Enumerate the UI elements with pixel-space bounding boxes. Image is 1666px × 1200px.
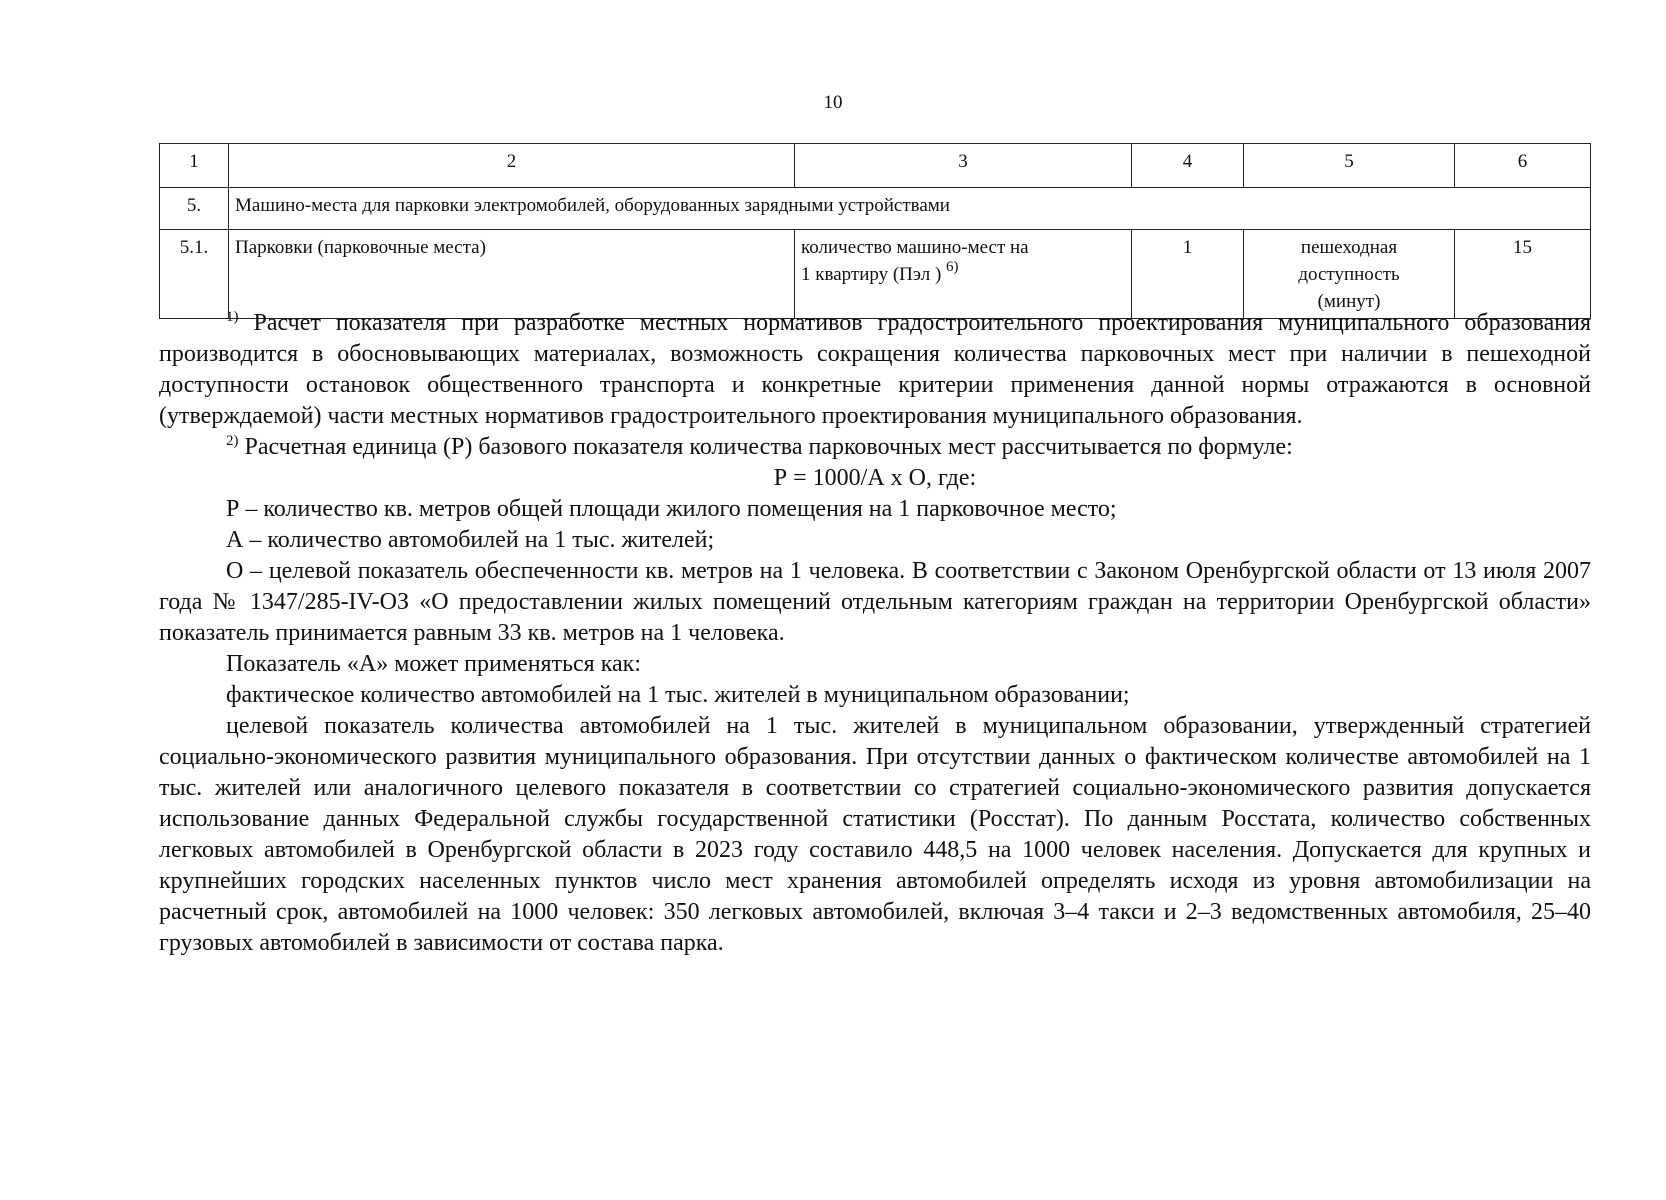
indicator-a-intro: Показатель «А» может применяться как:	[226, 651, 641, 677]
header-cell-6: 6	[1455, 144, 1591, 188]
table-row	[160, 230, 1591, 319]
row-indicator-line2: 1 квартиру (Пэл )	[801, 264, 942, 285]
row-indicator-line1: количество машино-мест на	[801, 237, 1029, 258]
footnote-1-marker: 1)	[226, 309, 239, 325]
row-indicator	[795, 230, 1132, 319]
section-title: Машино-места для парковки электромобилей, оборудованных зарядными устройствами	[229, 188, 1591, 230]
header-cell-1: 1	[160, 144, 229, 188]
row-accessibility	[1244, 230, 1455, 319]
row-number: 5.1.	[160, 230, 229, 319]
row-value: 1	[1132, 230, 1244, 319]
table-section-row	[160, 188, 1591, 230]
footnote-2	[159, 432, 1591, 463]
header-cell-4: 4	[1132, 144, 1244, 188]
definition-a: А – количество автомобилей на 1 тыс. жителей;	[226, 527, 715, 553]
norms-table	[159, 143, 1591, 319]
section-number: 5.	[160, 188, 229, 230]
header-cell-5: 5	[1244, 144, 1455, 188]
formula: Р = 1000/А х О, где:	[773, 465, 977, 491]
indicator-a-option-2: целевой показатель количества автомобилей на 1 тыс. жителей в муниципальном образовании, утвержденный стратегией социально-экономического развития муниципального образования. При отсутствии данных о фактическом количестве автомобилей на 1 тыс. жителей или аналогичного целевого показателя в соответствии со стратегией социально-экономического развития допускается использование данных Федеральной службы государственной статистики (Росстат). По данным Росстата, количество собственных легковых автомобилей в Оренбургской области в 2023 году составило 448,5 на 1000 человек населения. Допускается для крупных и крупнейших городских населенных пунктов число мест хранения автомобилей определять исходя из уровня автомобилизации на расчетный срок, автомобилей на 1000 человек: 350 легковых автомобилей, включая 3–4 такси и 2–3 ведомственных автомобиля, 25–40 грузовых автомобилей в зависимости от состава парка.	[159, 713, 1591, 956]
definition-o: О – целевой показатель обеспеченности кв. метров на 1 человека. В соответствии с Законом Оренбургской области от 13 июля 2007 года № 1347/285-IV-ОЗ «О предоставлении жилых помещений отдельным категориям граждан на территории Оренбургской области» показатель принимается равным 33 кв. метров на 1 человека.	[159, 558, 1591, 646]
header-cell-3: 3	[795, 144, 1132, 188]
row-accessibility-line2: доступность	[1298, 264, 1400, 285]
footnote-2-text: Расчетная единица (Р) базового показателя количества парковочных мест рассчитывается по формуле:	[238, 434, 1293, 460]
page-number: 10	[823, 92, 843, 113]
indicator-a-option-1: фактическое количество автомобилей на 1 тыс. жителей в муниципальном образовании;	[226, 682, 1130, 708]
row-accessibility-line3: (минут)	[1317, 291, 1381, 312]
row-accessibility-value: 15	[1455, 230, 1591, 319]
definition-p: Р – количество кв. метров общей площади жилого помещения на 1 парковочное место;	[226, 496, 1117, 522]
footnote-1	[159, 308, 1591, 432]
row-name: Парковки (парковочные места)	[229, 230, 795, 319]
footnote-1-text: Расчет показателя при разработке местных нормативов градостроительного проектирования муниципального образования производится в обосновывающих материалах, возможность сокращения количества парковочных мест при наличии в пешеходной доступности остановок общественного транспорта и конкретные критерии применения данной нормы отражаются в основной (утверждаемой) части местных нормативов градостроительного проектирования муниципального образования.	[159, 310, 1591, 429]
header-cell-2: 2	[229, 144, 795, 188]
footnotes-body	[159, 308, 1591, 959]
footnote-2-marker: 2)	[226, 433, 239, 449]
table-header-row	[160, 144, 1591, 188]
row-accessibility-line1: пешеходная	[1300, 237, 1398, 258]
row-indicator-footnote: 6)	[946, 259, 959, 275]
